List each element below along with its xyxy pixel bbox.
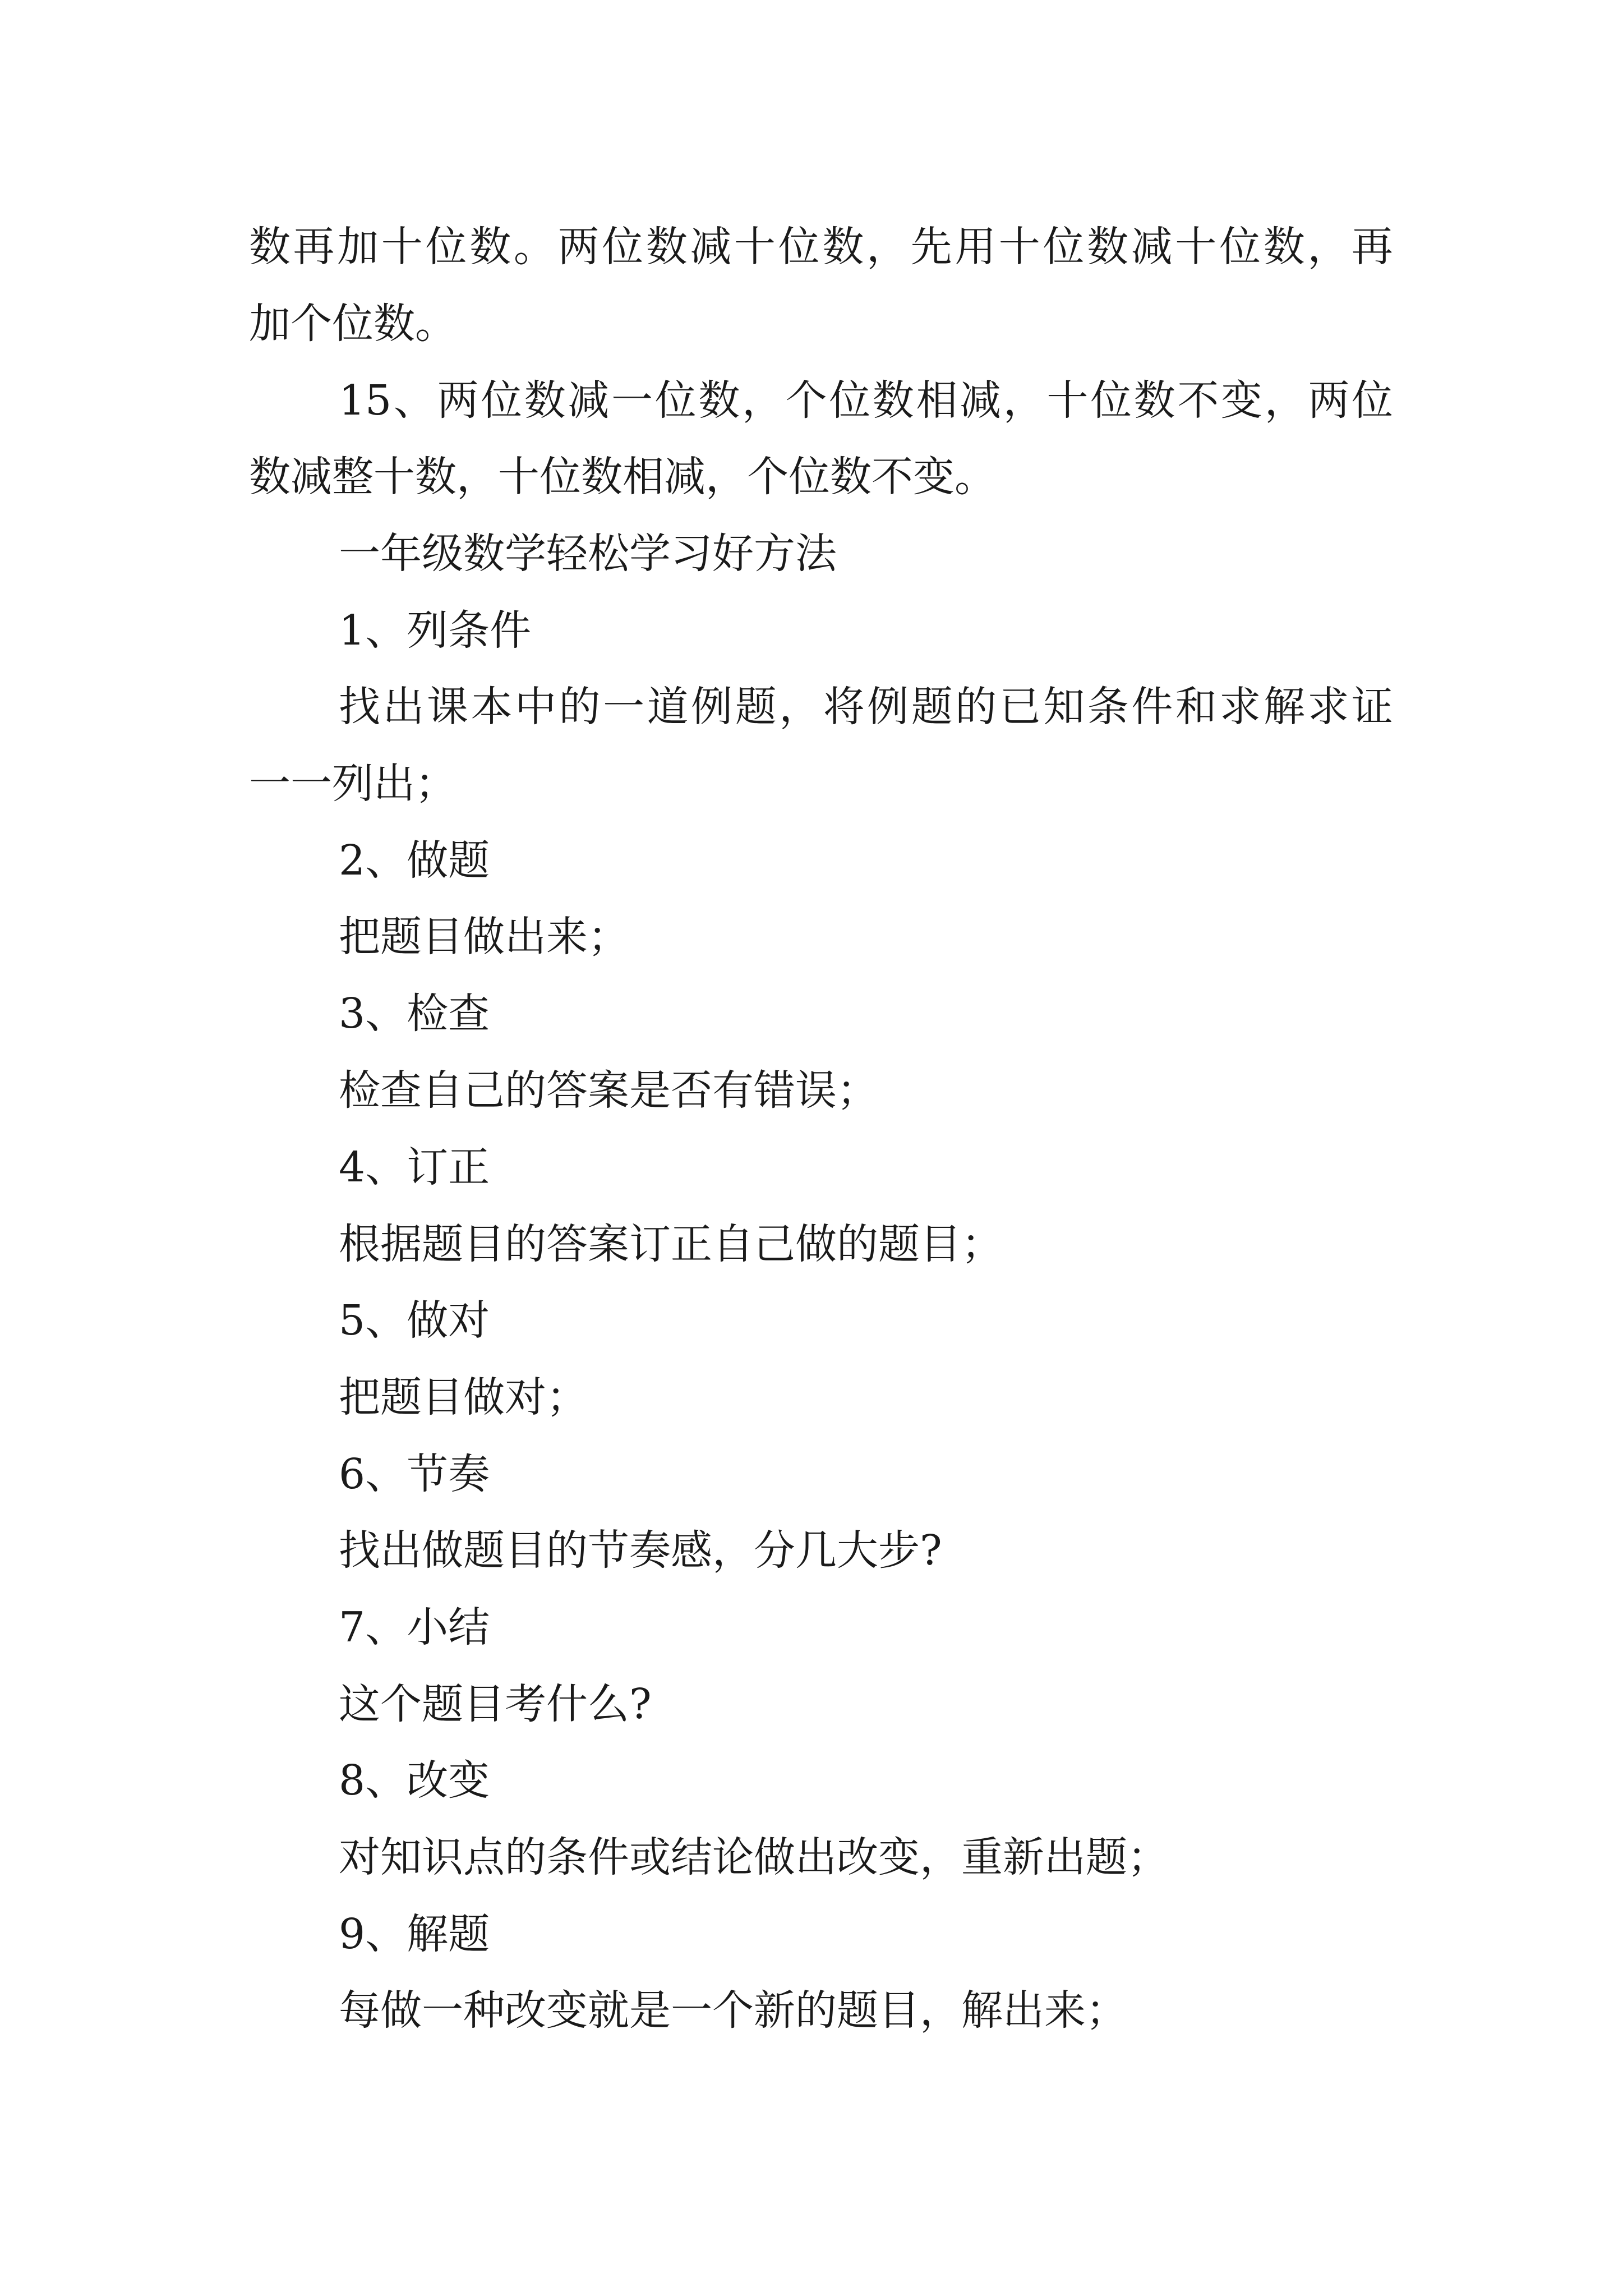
paragraph-line: 把题目做对； — [339, 1373, 588, 1421]
paragraph-line: 每做一种改变就是一个新的题目，解出来； — [339, 1986, 1127, 2035]
paragraph-line: 数再加十位数。两位数减十位数，先用十位数减十位数，再 — [249, 223, 1393, 271]
paragraph-line: 找出做题目的节奏感，分几大步? — [339, 1526, 942, 1575]
step-heading: 6、节奏 — [339, 1450, 490, 1498]
paragraph-line: 根据题目的答案订正自己做的题目； — [339, 1220, 1003, 1268]
paragraph-line: 把题目做出来； — [339, 913, 629, 961]
step-heading: 7、小结 — [339, 1603, 490, 1651]
paragraph-line: 一一列出； — [249, 760, 457, 808]
paragraph-line: 找出课本中的一道例题，将例题的已知条件和求解求证 — [339, 683, 1393, 731]
step-heading: 8、改变 — [339, 1756, 490, 1805]
step-heading: 1、列条件 — [339, 606, 532, 655]
paragraph-line: 对知识点的条件或结论做出改变，重新出题； — [339, 1833, 1169, 1881]
paragraph-line: 检查自己的答案是否有错误； — [339, 1066, 878, 1115]
paragraph-line: 15、两位数减一位数，个位数相减，十位数不变，两位 — [339, 376, 1393, 425]
step-heading: 4、订正 — [339, 1143, 490, 1191]
step-heading: 9、解题 — [339, 1910, 490, 1958]
step-heading: 3、检查 — [339, 990, 490, 1038]
step-heading: 5、做对 — [339, 1296, 490, 1345]
paragraph-line: 加个位数。 — [249, 300, 457, 348]
paragraph-line: 数减整十数，十位数相减，个位数不变。 — [249, 453, 996, 501]
section-heading: 一年级数学轻松学习好方法 — [339, 530, 837, 578]
paragraph-line: 这个题目考什么? — [339, 1680, 652, 1728]
step-heading: 2、做题 — [339, 836, 490, 885]
